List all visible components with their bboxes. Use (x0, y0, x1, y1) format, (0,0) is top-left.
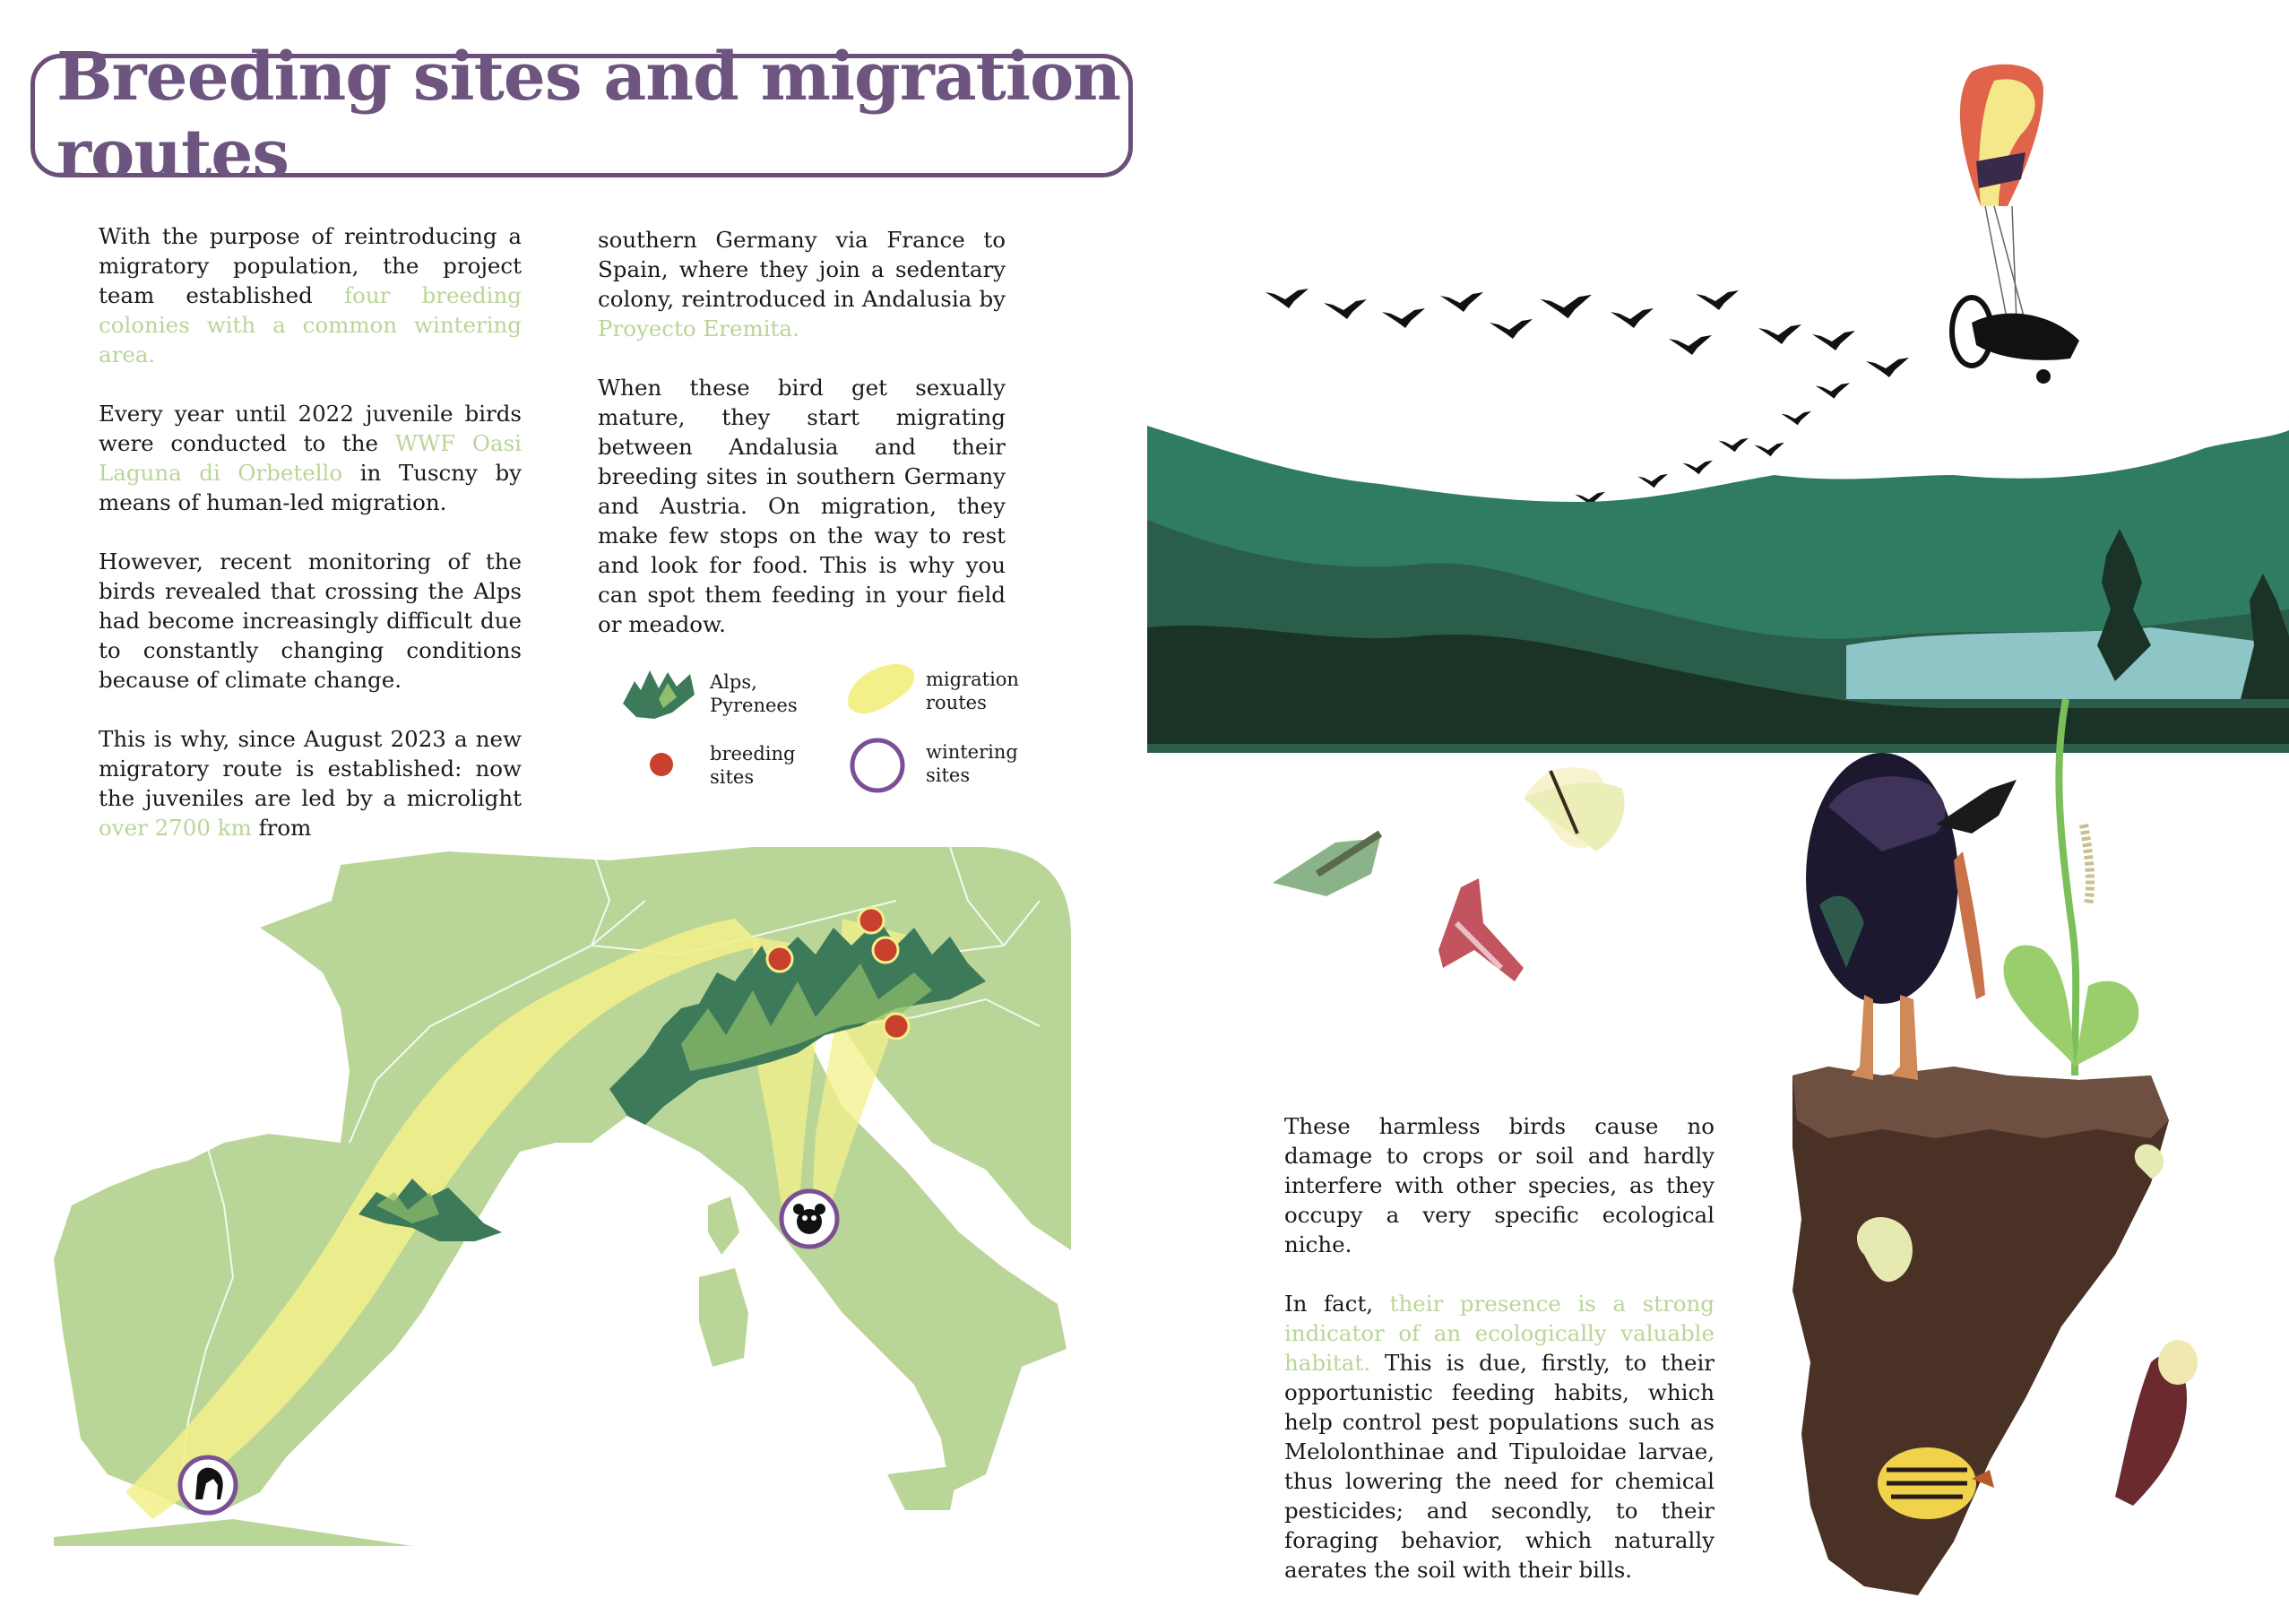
caterpillar-icon (2084, 825, 2090, 905)
butterfly-icon (1524, 767, 1625, 851)
highlighted-text: their presence is a strong indicator of an ecologically valuable habitat. (1284, 1291, 1715, 1376)
wintering-legend-icon (848, 736, 907, 795)
migration-map (54, 847, 1084, 1546)
bird-silhouette (1540, 295, 1592, 318)
legend-breeding-label: breeding sites (710, 743, 796, 788)
bird-silhouette (1637, 474, 1668, 488)
bird-silhouette (1696, 290, 1739, 310)
microlight-icon (1952, 65, 2079, 384)
wintering-site-andalusia (180, 1457, 236, 1513)
bird-silhouette (1812, 331, 1855, 350)
map-land-sicily (887, 1465, 959, 1510)
map-land-africa (54, 1519, 412, 1546)
plant-stem (2004, 699, 2139, 1075)
highlighted-text: four breeding colonies with a common wintering area. (99, 282, 522, 367)
bird-silhouette (1669, 335, 1712, 355)
left-column-paragraph: Every year until 2022 juvenile birds were conducted to the WWF Oasi Laguna di Orbetello in Tuscny by means of human-led migration. (99, 401, 522, 515)
wildlife-illustration (1255, 699, 2289, 1595)
map-land-corsica (708, 1196, 739, 1255)
left-column-paragraph: However, recent monitoring of the birds revealed that crossing the Alps had become increasingly difficult due to constantly changing conditions because of climate change. (99, 549, 522, 693)
bird-silhouette (1440, 292, 1483, 312)
bird-silhouette (1758, 324, 1801, 344)
bird-silhouette (1324, 299, 1367, 319)
breeding-site (884, 1014, 909, 1039)
bald-ibis-icon (1806, 753, 2017, 1080)
bird-silhouette (1382, 308, 1425, 328)
beetle-icon (2115, 1340, 2198, 1506)
alps-legend-icon (618, 663, 699, 726)
soil-block (1792, 1067, 2169, 1595)
breeding-site (873, 937, 898, 963)
right-column-paragraph: In fact, their presence is a strong indicator of an ecologically valuable habitat. This is due, firstly, to their opportunistic feeding habits, which help control pest populations such as Melolonthinae and Tipuloidae larvae, thus lowering the need for chemical pesticides; and secondly, to their foraging behavior, which naturally aerates the soil with their bills. (1284, 1291, 1715, 1583)
highlighted-text: WWF Oasi Laguna di Orbetello (99, 430, 522, 486)
migration-legend-icon (841, 659, 921, 721)
title-box (30, 39, 1133, 193)
legend-alps-label: Alps, Pyrenees (710, 671, 798, 716)
bird-silhouette (1866, 358, 1909, 377)
bird-silhouette (1682, 461, 1713, 474)
left-column-paragraph: With the purpose of reintroducing a migratory population, the project team established four breeding colonies with a common wintering area. (99, 223, 522, 367)
breeding-site (859, 908, 884, 933)
highlighted-text: over 2700 km (99, 815, 252, 841)
middle-text-column (598, 225, 1006, 669)
bird-silhouette (1490, 319, 1533, 339)
moth-icon (1438, 878, 1524, 981)
legend-wintering-label: wintering sites (926, 741, 1018, 786)
bird-silhouette (1265, 289, 1309, 308)
breeding-legend-icon (647, 750, 676, 779)
bird-silhouette (1754, 443, 1784, 456)
middle-column-paragraph: When these bird get sexually mature, they start migrating between Andalusia and their breeding sites in southern Germany and Austria. On migration, they make few stops on the way to rest and look for food. This is why you can spot them feeding in your field or meadow. (598, 375, 1006, 637)
bird-silhouette (1816, 383, 1850, 399)
map-land-sardinia (699, 1268, 748, 1367)
left-column-paragraph: This is why, since August 2023 a new migratory route is established: now the juveniles are led by a microlight over 2700 km from (99, 726, 522, 841)
middle-column-paragraph: southern Germany via France to Spain, where they join a sedentary colony, reintroduced in Andalusia by Proyecto Eremita. (598, 227, 1006, 341)
landscape-illustration (1147, 54, 2289, 753)
legend-migration-label: migration routes (926, 669, 1019, 713)
wintering-site-orbetello (782, 1191, 837, 1247)
highlighted-text: Proyecto Eremita. (598, 315, 799, 341)
bird-silhouette (1718, 438, 1749, 452)
left-text-column (99, 221, 522, 872)
breeding-site (767, 946, 792, 972)
right-column-paragraph: These harmless birds cause no damage to crops or soil and hardly interfere with other species, as they occupy a very specific ecological niche. (1284, 1113, 1715, 1257)
page-title: Breeding sites and migration routes (56, 39, 1121, 193)
bird-silhouette (1611, 308, 1654, 328)
bird-silhouette (1781, 411, 1811, 425)
moth-icon (1273, 834, 1380, 896)
